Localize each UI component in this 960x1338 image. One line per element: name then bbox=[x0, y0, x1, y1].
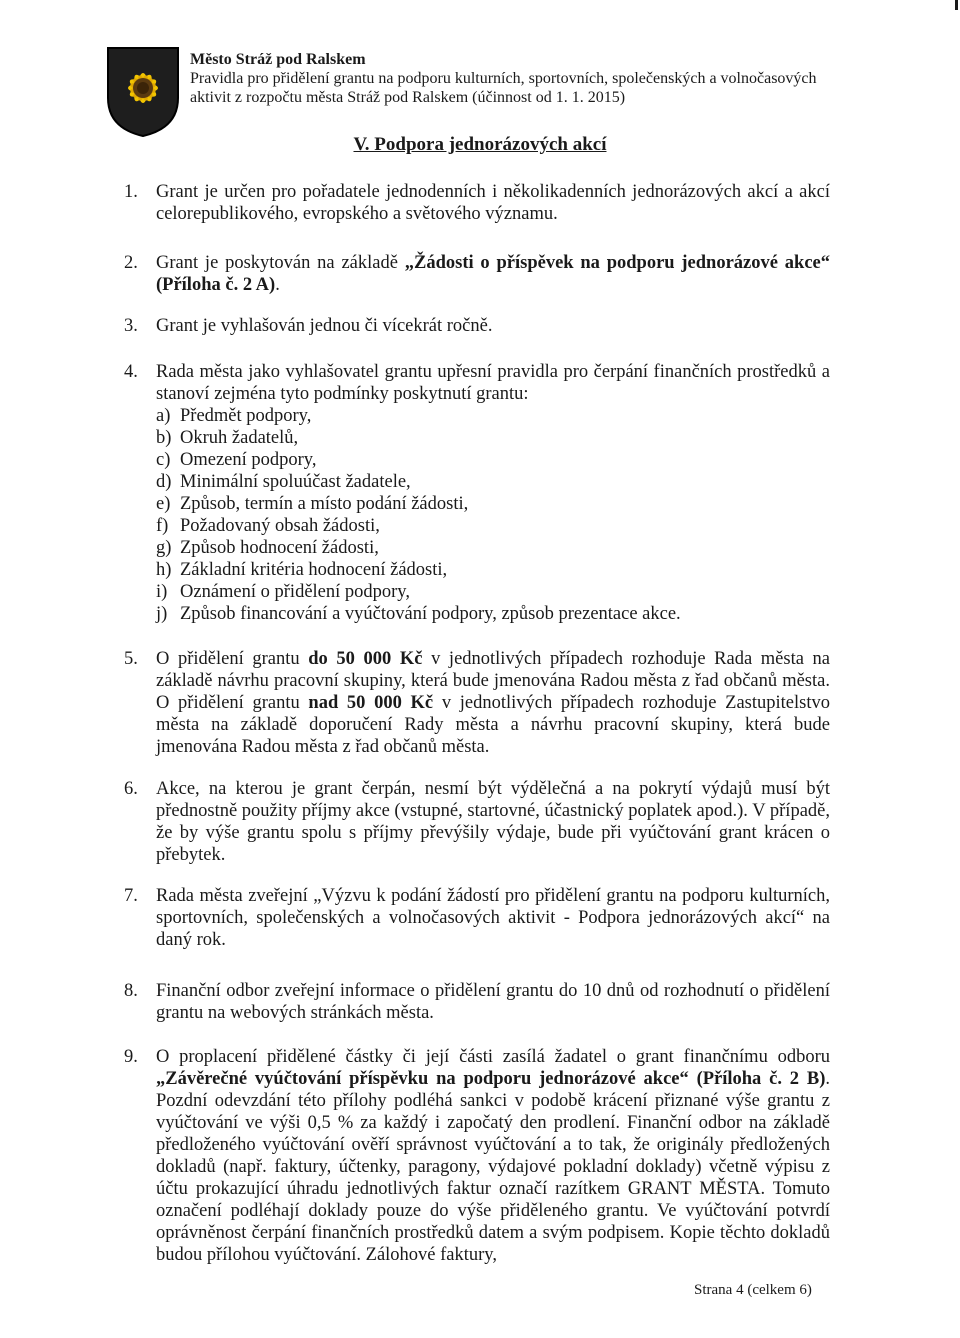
item-number: 2. bbox=[124, 253, 138, 273]
document-header bbox=[190, 50, 890, 107]
item-text: Grant je vyhlašován jednou či vícekrát ročně. bbox=[156, 316, 493, 336]
header-line-3: aktivit z rozpočtu města Stráž pod Ralskem (účinnost od 1. 1. 2015) bbox=[190, 89, 626, 106]
sub-item-c: c) Omezení podpory, bbox=[156, 450, 317, 470]
list-item-6 bbox=[124, 778, 830, 866]
page-number: Strana 4 (celkem 6) bbox=[694, 1282, 812, 1298]
sub-item-f: f) Požadovaný obsah žádosti, bbox=[156, 516, 380, 536]
list-item-7 bbox=[124, 885, 830, 951]
city-name: Město Stráž pod Ralskem bbox=[190, 51, 366, 68]
sunflower-crest-icon bbox=[106, 46, 180, 138]
item-number: 7. bbox=[124, 886, 138, 906]
sub-item-e: e) Způsob, termín a místo podání žádosti, bbox=[156, 494, 469, 514]
item-text: Finanční odbor zveřejní informace o přidělení grantu do 10 dnů od rozhodnutí o přidělení grantu na webových stránkách města. bbox=[156, 981, 830, 1023]
list-item-8 bbox=[124, 980, 830, 1024]
item-text: Akce, na kterou je grant čerpán, nesmí být výdělečná a na pokrytí výdajů musí být přednostně použity příjmy akce (vstupné, startovné, účastnický poplatek apod.). V případě, že by výše grantu spolu s příjmy převýšily výdaje, bude při vyúčtování grant krácen o přebytek. bbox=[156, 779, 830, 865]
sub-item-j: j) Způsob financování a vyúčtování podpory, způsob prezentace akce. bbox=[156, 604, 681, 624]
item-text: Rada města jako vyhlašovatel grantu upřesní pravidla pro čerpání finančních prostředků a stanoví zejména tyto podmínky poskytnutí grantu: a) Předmět podpory, b) Okruh žadatelů, c) Omezení podpory, d) Minimální spoluúčast žadatele, e) Způsob, termín a místo podání žádosti, f) Požadovaný obsah žádosti, g) Způsob hodnocení žádosti, h) Základní kritéria hodnocení žádosti, i) Oznámení o přidělení podpory, j) Způsob financování a vyúčtování podpory, způsob prezentace akce. bbox=[156, 362, 830, 624]
item-number: 6. bbox=[124, 779, 138, 799]
list-item-1 bbox=[124, 181, 830, 225]
sub-item-i: i) Oznámení o přidělení podpory, bbox=[156, 582, 410, 602]
list-item-2 bbox=[124, 252, 830, 296]
item-text: O proplacení přidělené částky či její části zasílá žadatel o grant finančnímu odboru „Závěrečné vyúčtování příspěvku na podporu jednorázové akce“ (Příloha č. 2 B). Pozdní odevzdání této přílohy podléhá sankci v podobě krácení přiznané výše grantu z vyúčtování ve výši 0,5 % za každý i započatý den prodlení. Finanční odbor na základě předloženého vyúčtování ověří správnost vyúčtování a to tak, že originály předložených dokladů (např. faktury, účtenky, paragony, výdajové pokladní doklady) včetně výpisu z účtu prokazující úhradu jednotlivých faktur označí razítkem GRANT MĚSTA. Tomuto označení podléhají doklady pouze do výše přiděleného grantu. Ve vyúčtování potvrdí oprávněnost čerpání finančních prostředků datem a svým podpisem. Kopie těchto dokladů budou přílohou vyúčtování. Zálohové faktury, bbox=[156, 1047, 830, 1265]
item-text: Grant je určen pro pořadatele jednodenních i několikadenních jednorázových akcí a akcí celorepublikového, evropského a světového významu. bbox=[156, 182, 830, 224]
section-title: V. Podpora jednorázových akcí bbox=[353, 134, 607, 155]
list-item-4 bbox=[124, 361, 830, 625]
sub-item-a: a) Předmět podpory, bbox=[156, 406, 312, 426]
list-item-9 bbox=[124, 1046, 830, 1266]
list-item-3 bbox=[124, 315, 830, 337]
bold-text: nad 50 000 Kč bbox=[308, 693, 434, 713]
bold-text: do 50 000 Kč bbox=[308, 649, 423, 669]
scan-mark bbox=[955, 0, 958, 10]
item-number: 8. bbox=[124, 981, 138, 1001]
item-text: Grant je poskytován na základě „Žádosti o příspěvek na podporu jednorázové akce“ (Příloha č. 2 A). bbox=[156, 253, 830, 295]
item-text: O přidělení grantu do 50 000 Kč v jednotlivých případech rozhoduje Rada města na základě návrhu pracovní skupiny, která bude jmenována Radou města z řad občanů města. O přidělení grantu nad 50 000 Kč v jednotlivých případech rozhoduje Zastupitelstvo města na základě doporučení Rady města a návrhu pracovní skupiny, která bude jmenována Radou města z řad občanů města. bbox=[156, 649, 831, 757]
item-number: 4. bbox=[124, 362, 138, 382]
header-line-2: Pravidla pro přidělení grantu na podporu kulturních, sportovních, společenských a volnočasových bbox=[190, 70, 817, 87]
bold-text: „Závěrečné vyúčtování příspěvku na podporu jednorázové akce“ (Příloha č. 2 B) bbox=[156, 1069, 826, 1089]
item-number: 3. bbox=[124, 316, 138, 336]
item-number: 1. bbox=[124, 182, 138, 202]
sub-item-b: b) Okruh žadatelů, bbox=[156, 428, 299, 448]
item-text: Rada města zveřejní „Výzvu k podání žádostí pro přidělení grantu na podporu kulturních, sportovních, společenských a volnočasových aktivit - Podpora jednorázových akcí“ na daný rok. bbox=[156, 886, 830, 950]
sub-item-h: h) Základní kritéria hodnocení žádosti, bbox=[156, 560, 448, 580]
sub-item-g: g) Způsob hodnocení žádosti, bbox=[156, 538, 379, 558]
item-number: 5. bbox=[124, 649, 138, 669]
bold-text: „Žádosti o příspěvek na podporu jednorázové akce“ (Příloha č. 2 A) bbox=[156, 253, 830, 295]
item-number: 9. bbox=[124, 1047, 138, 1067]
sub-item-d: d) Minimální spoluúčast žadatele, bbox=[156, 472, 411, 492]
list-item-5 bbox=[124, 648, 830, 758]
